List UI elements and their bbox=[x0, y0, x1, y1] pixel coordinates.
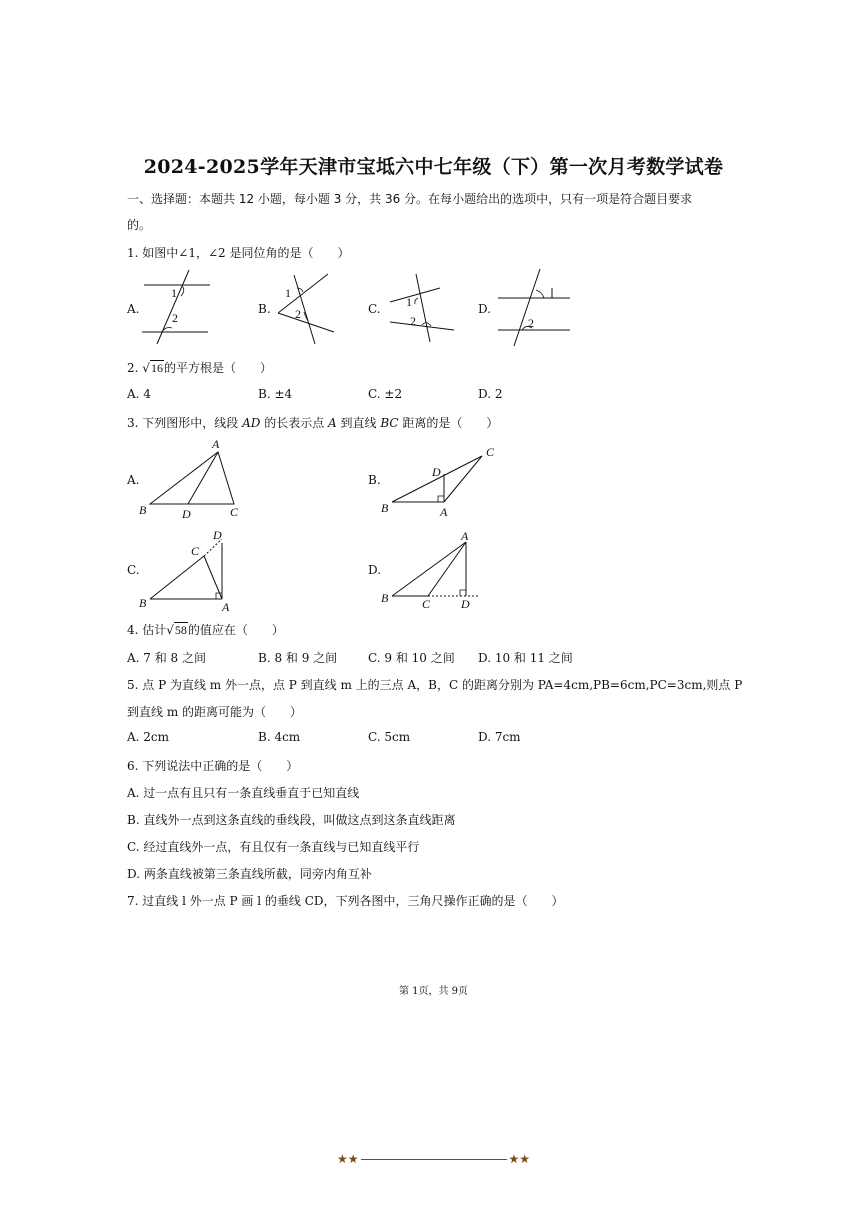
question-1-stem: 1. 如图中∠1，∠2 是同位角的是（ ） bbox=[127, 246, 350, 260]
q2-option-b: B. ±4 bbox=[258, 387, 293, 401]
q6-option-d: D. 两条直线被第三条直线所截，同旁内角互补 bbox=[127, 867, 372, 881]
q3b-label-b: B bbox=[381, 501, 389, 515]
q3b-label-a: A bbox=[440, 505, 448, 518]
q4-sqrt: √58 bbox=[166, 623, 187, 637]
question-5-line2: 到直线 m 的距离可能为（ ） bbox=[127, 705, 303, 719]
q1-option-c: C. bbox=[368, 302, 381, 316]
q3a-label-b: B bbox=[139, 503, 147, 517]
q1-option-a: A. bbox=[127, 302, 140, 316]
q1c-angle-1-label: 1 bbox=[406, 295, 412, 309]
page-footer: 第 1页，共 9页 bbox=[398, 986, 469, 997]
question-6-stem: 6. 下列说法中正确的是（ ） bbox=[127, 759, 299, 773]
q3a-label-d: D bbox=[182, 507, 191, 520]
q6-option-c: C. 经过直线外一点，有且仅有一条直线与已知直线平行 bbox=[127, 840, 420, 854]
q3-option-b: B. bbox=[368, 473, 381, 487]
q1d-angle-2-label: 2 bbox=[528, 316, 534, 330]
question-2-stem bbox=[127, 359, 272, 376]
q1-figure-c bbox=[384, 270, 458, 346]
q2-number: 2. bbox=[127, 361, 139, 375]
q4-radicand: 58 bbox=[174, 623, 187, 637]
q1c-angle-2-label: 2 bbox=[410, 314, 416, 328]
q1-figure-b bbox=[272, 266, 338, 346]
q4-option-d: D. 10 和 11 之间 bbox=[478, 651, 573, 665]
q3a-label-c: C bbox=[230, 505, 239, 519]
q3-option-c: C. bbox=[127, 563, 140, 577]
star-icon-left: ★★ bbox=[336, 1152, 359, 1166]
q5-option-c: C. 5cm bbox=[368, 730, 411, 744]
question-5-line1: 5. 点 P 为直线 m 外一点，点 P 到直线 m 上的三点 A，B，C 的距离分别为 PA=4cm,PB=6cm,PC=3cm,则点 P bbox=[127, 678, 743, 692]
star-icon-right: ★★ bbox=[508, 1152, 531, 1166]
q4-option-c: C. 9 和 10 之间 bbox=[368, 651, 455, 665]
q3-figure-c bbox=[136, 527, 236, 611]
q4-option-a: A. 7 和 8 之间 bbox=[127, 651, 207, 665]
q3b-label-c: C bbox=[486, 445, 495, 459]
q3-option-d: D. bbox=[368, 563, 382, 577]
q5-option-a: A. 2cm bbox=[127, 730, 170, 744]
q2-option-d: D. 2 bbox=[478, 387, 503, 401]
q3b-label-d: D bbox=[432, 465, 441, 479]
q3d-label-c: C bbox=[422, 597, 431, 611]
q3d-label-a: A bbox=[461, 529, 469, 543]
q6-option-b: B. 直线外一点到这条直线的垂线段，叫做这点到这条直线距离 bbox=[127, 813, 456, 827]
q5-option-d: D. 7cm bbox=[478, 730, 521, 744]
q6-option-a: A. 过一点有且只有一条直线垂直于已知直线 bbox=[127, 786, 360, 800]
q1b-angle-2-label: 2 bbox=[295, 307, 301, 321]
q2-rest: 的平方根是（ ） bbox=[163, 361, 272, 375]
q1a-angle-1-label: 1 bbox=[171, 286, 177, 300]
q3c-label-b: B bbox=[139, 596, 147, 610]
q1a-angle-2-label: 2 bbox=[172, 311, 178, 325]
section-header-line2: 的。 bbox=[127, 218, 152, 232]
q3-figure-d bbox=[378, 526, 484, 612]
question-3-stem: 3. 下列图形中，线段 AD 的长表示点 A 到直线 BC 距离的是（ ） bbox=[127, 416, 499, 430]
q1-figure-d bbox=[494, 266, 574, 348]
q3-figure-a bbox=[136, 436, 246, 520]
q2-option-c: C. ±2 bbox=[368, 387, 403, 401]
q3c-label-c: C bbox=[191, 544, 200, 558]
q5-option-b: B. 4cm bbox=[258, 730, 301, 744]
q3d-label-b: B bbox=[381, 591, 389, 605]
bottom-decoration bbox=[0, 1152, 867, 1166]
decoration-divider bbox=[361, 1159, 507, 1160]
question-7-stem: 7. 过直线 l 外一点 P 画 l 的垂线 CD，下列各图中，三角尺操作正确的是（ ） bbox=[127, 894, 564, 908]
q1-figure-a bbox=[138, 266, 218, 348]
question-4-stem: 4. 估计√58的值应在（ ） bbox=[127, 623, 284, 637]
q1-option-d: D. bbox=[478, 302, 492, 316]
q3d-label-d: D bbox=[461, 597, 470, 611]
q3a-label-a: A bbox=[212, 437, 220, 451]
q1-option-b: B. bbox=[258, 302, 271, 316]
q2-radicand: 16 bbox=[150, 361, 163, 375]
q2-sqrt: √16 bbox=[142, 361, 163, 375]
q3c-label-a: A bbox=[222, 600, 230, 611]
page-title: 2024-2025学年天津市宝坻六中七年级（下）第一次月考数学试卷 bbox=[143, 156, 724, 178]
q3-figure-b bbox=[378, 440, 502, 518]
q3-option-a: A. bbox=[127, 473, 140, 487]
q3c-label-d: D bbox=[213, 528, 222, 542]
section-header-line1: 一、选择题：本题共 12 小题，每小题 3 分，共 36 分。在每小题给出的选项中，只有一项是符合题目要求 bbox=[127, 192, 693, 206]
q4-option-b: B. 8 和 9 之间 bbox=[258, 651, 338, 665]
q2-option-a: A. 4 bbox=[127, 387, 151, 401]
q1b-angle-1-label: 1 bbox=[285, 286, 291, 300]
